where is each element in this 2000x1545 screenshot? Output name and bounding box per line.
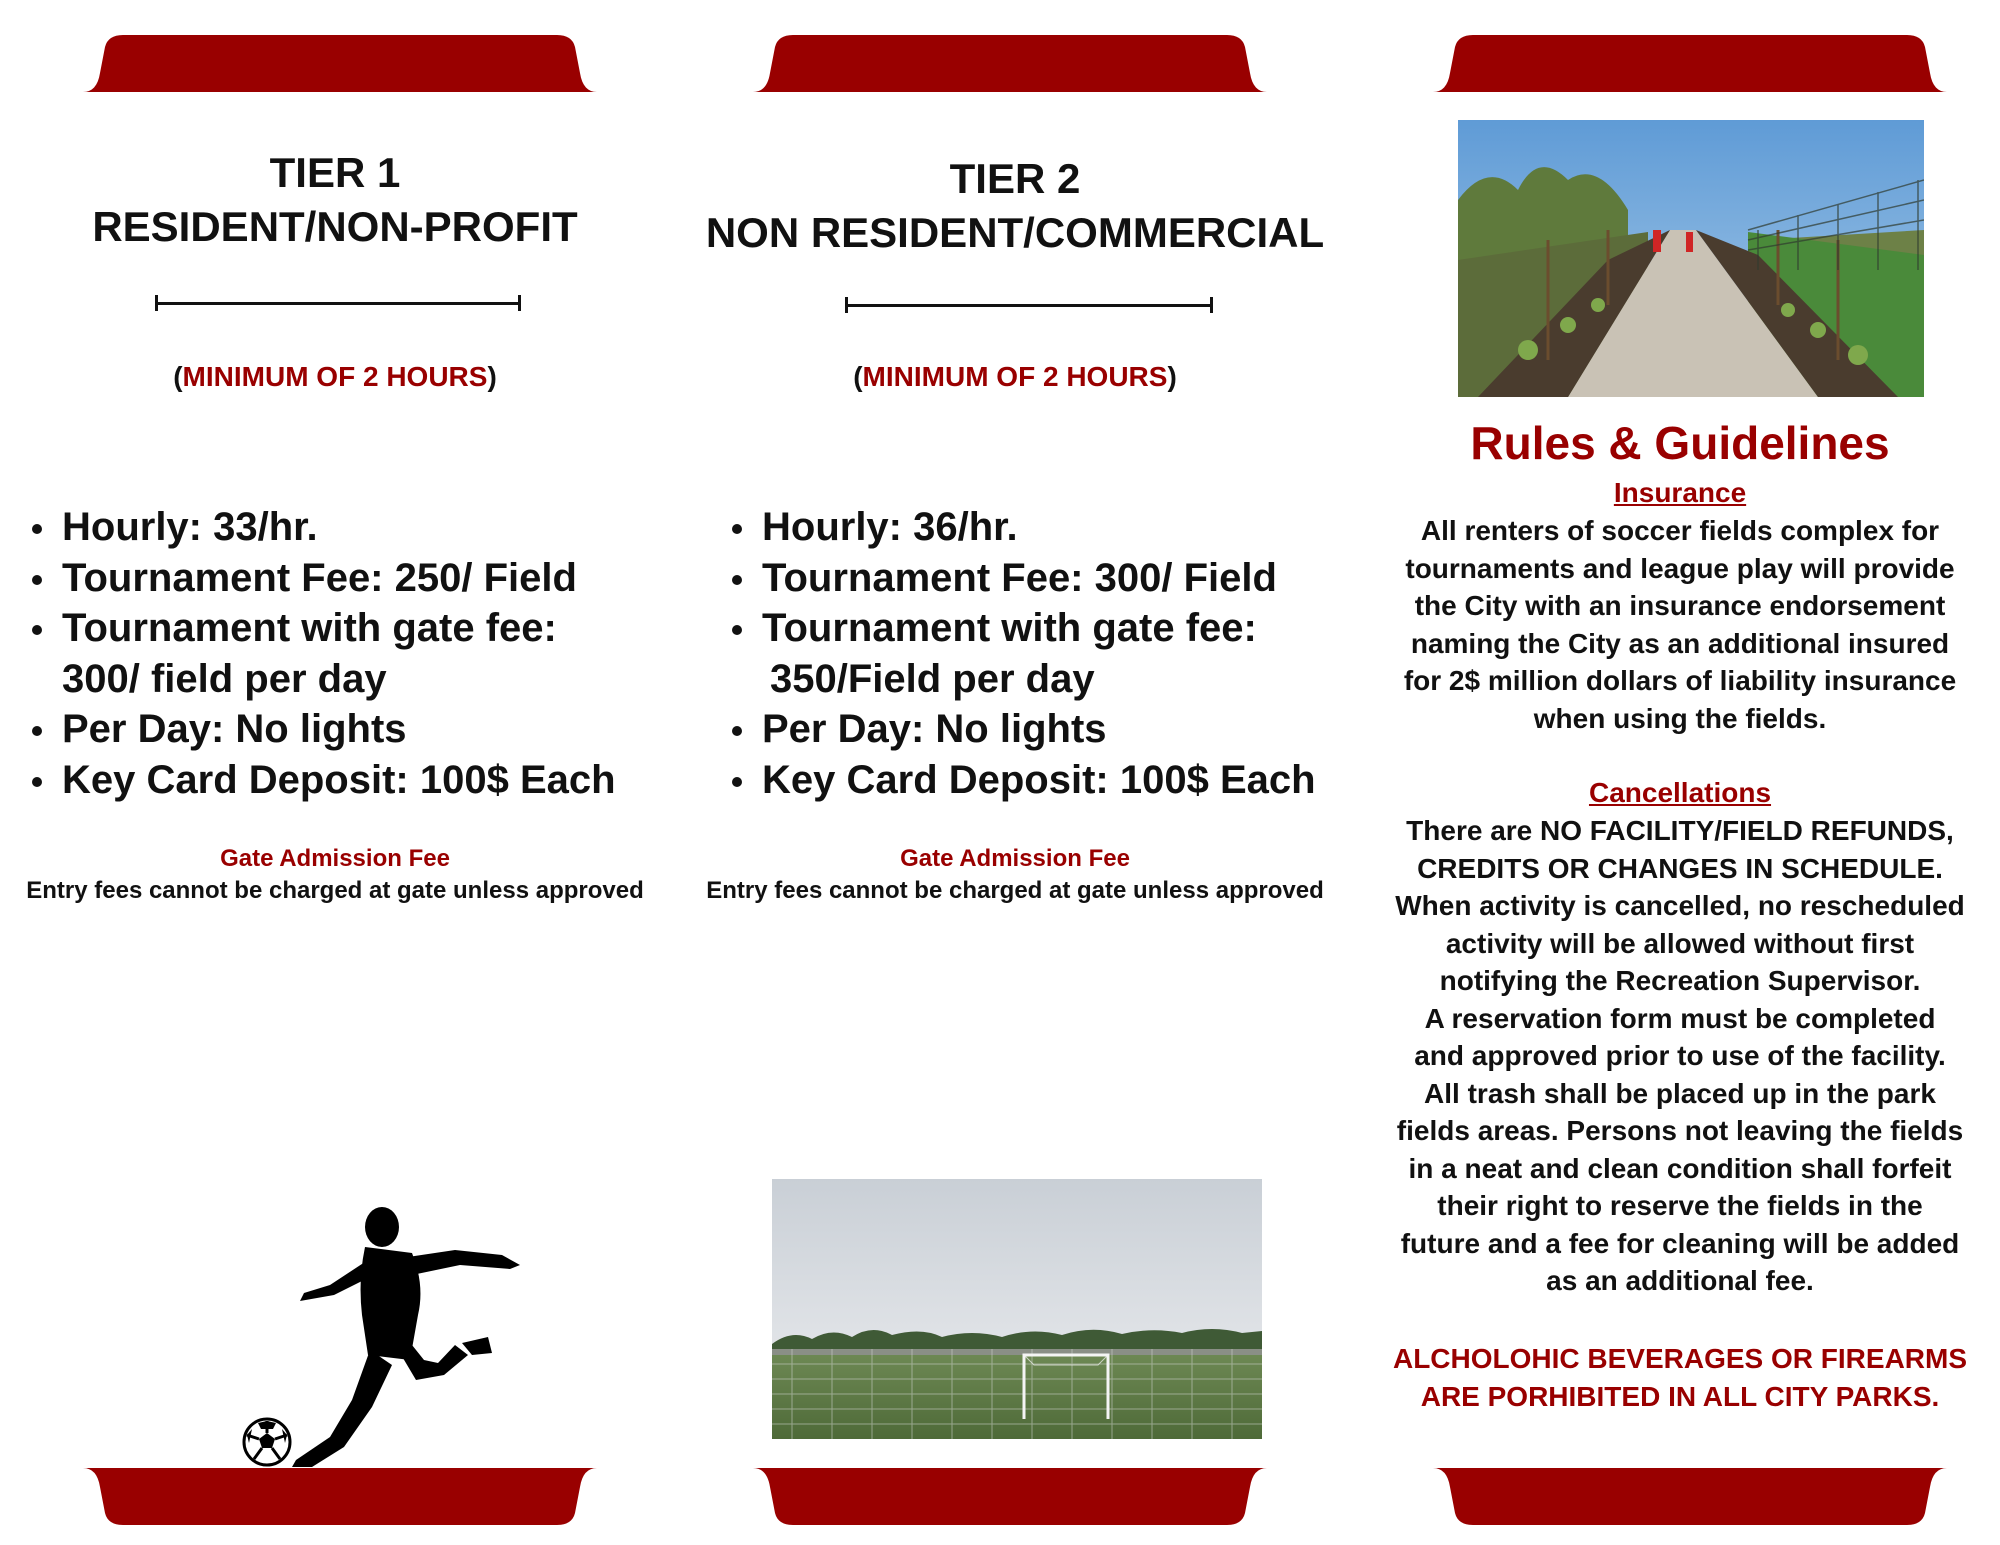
tier1-item-key-card: Key Card Deposit: 100$ Each <box>26 755 666 806</box>
tier2-title <box>680 152 1350 260</box>
tier1-minimum-close: ) <box>487 361 497 392</box>
tier2-gate-text: Entry fees cannot be charged at gate unless approved <box>706 877 1324 904</box>
tier2-item-per-day: Per Day: No lights <box>726 704 1346 755</box>
tier1-item-gate-fee: Tournament with gate fee: 300/ field per day <box>26 603 666 704</box>
tier2-item-tournament-fee: Tournament Fee: 300/ Field <box>726 553 1346 604</box>
tier1-minimum-open: ( <box>173 361 183 392</box>
tier2-item-hourly: Hourly: 36/hr. <box>726 502 1346 553</box>
tier2-title-line2: NON RESIDENT/COMMERCIAL <box>705 209 1325 256</box>
panel-tier2 <box>680 0 1350 1545</box>
tier2-minimum-open: ( <box>853 361 863 392</box>
tier2-minimum-close: ) <box>1167 361 1177 392</box>
tier1-item-per-day: Per Day: No lights <box>26 704 666 755</box>
tier1-divider <box>155 295 521 311</box>
soccer-field-photo <box>772 1179 1262 1439</box>
tier2-title-line1: TIER 2 <box>949 155 1081 202</box>
tier1-title-line2: RESIDENT/NON-PROFIT <box>92 203 578 250</box>
tier2-minimum-text: MINIMUM OF 2 HOURS <box>862 361 1168 392</box>
tier2-gate-title: Gate Admission Fee <box>900 845 1130 872</box>
prohibited-warning: ALCHOLOHIC BEVERAGES OR FIREARMS ARE PORHIBITED IN ALL CITY PARKS. <box>1392 1343 1968 1412</box>
panel-rules <box>1360 0 2000 1545</box>
tier2-minimum <box>680 361 1350 393</box>
soccer-player-silhouette-icon <box>240 1205 530 1475</box>
tier1-price-list <box>26 502 666 805</box>
insurance-heading: Insurance <box>1613 477 1747 508</box>
tier1-minimum <box>0 361 670 393</box>
tier1-minimum-text: MINIMUM OF 2 HOURS <box>182 361 488 392</box>
tier2-item-gate-fee: Tournament with gate fee: 350/Field per day <box>726 603 1346 704</box>
cancellations-text: There are NO FACILITY/FIELD REFUNDS, CREDITS OR CHANGES IN SCHEDULE. When activity is cancelled, no rescheduled activity will be allowed without first notifying the Recreation Supervisor. A reservation form must be completed and approved prior to use of the facility. All trash shall be placed up in the park fields areas. Persons not leaving the fields in a neat and clean condition shall forfeit their right to reserve the fields in the future and a fee for cleaning will be added as an additional fee. <box>1395 815 1965 1296</box>
tier2-price-list <box>726 502 1346 805</box>
insurance-text: All renters of soccer fields complex for tournaments and league play will provide the City with an insurance endorsement naming the City as an additional insured for 2$ million dollars of liability insurance when using the fields. <box>1403 515 1957 734</box>
rules-heading: Rules & Guidelines <box>1470 417 1890 469</box>
park-walkway-photo <box>1458 120 1924 397</box>
tier2-item-key-card: Key Card Deposit: 100$ Each <box>726 755 1346 806</box>
tier1-title <box>0 146 670 254</box>
tier1-item-tournament-fee: Tournament Fee: 250/ Field <box>26 553 666 604</box>
tier2-divider <box>845 297 1213 313</box>
tier1-gate-title: Gate Admission Fee <box>220 845 450 872</box>
tier1-gate-text: Entry fees cannot be charged at gate unless approved <box>26 877 644 904</box>
cancellations-heading: Cancellations <box>1588 777 1772 808</box>
tier1-title-line1: TIER 1 <box>269 149 401 196</box>
panel-tier1 <box>0 0 670 1545</box>
tier1-item-hourly: Hourly: 33/hr. <box>26 502 666 553</box>
